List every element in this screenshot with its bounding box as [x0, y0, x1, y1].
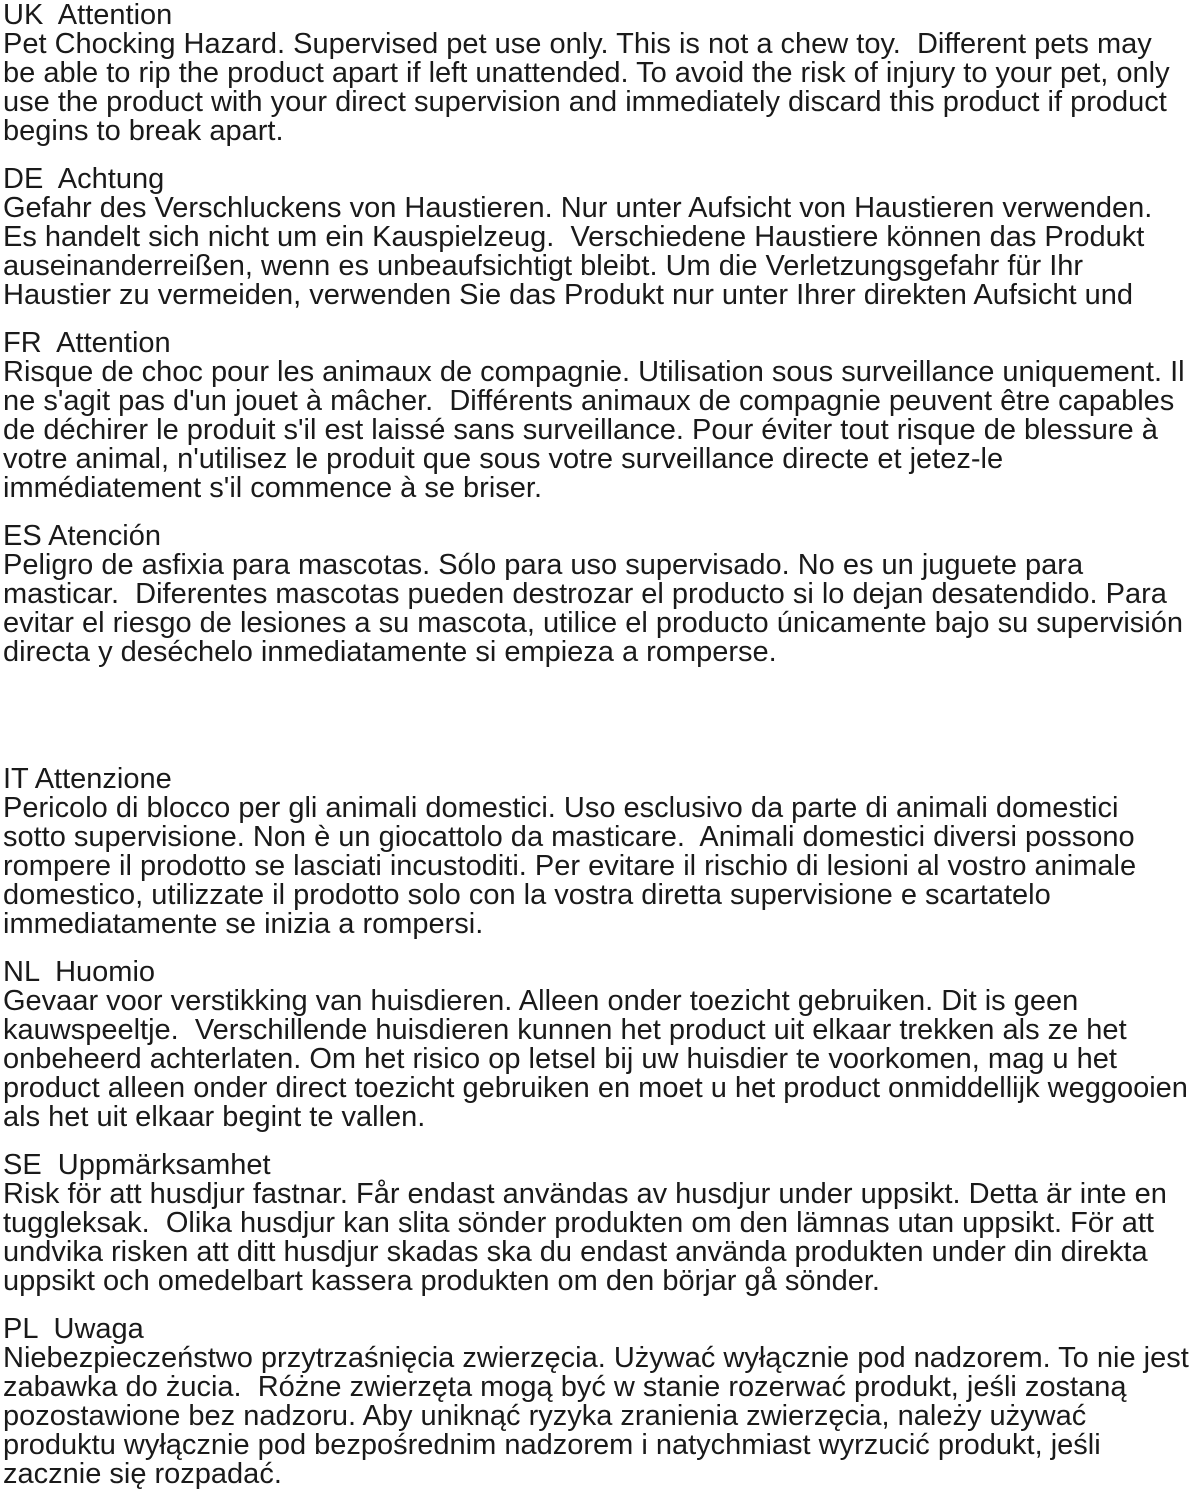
- warning-section-nl: [3, 956, 1196, 1133]
- section-body-se: Risk för att husdjur fastnar. Får endast användas av husdjur under uppsikt. Detta är inte en tuggleksak. Olika husdjur kan slita sönder produkten om den lämnas utan uppsikt. För att undvika risken att ditt husdjur skadas ska du endast använda produkten under din direkta uppsikt och omedelbart kassera produkten om den börjar gå sönder.: [3, 1178, 1175, 1297]
- section-body-fr: Risque de choc pour les animaux de compagnie. Utilisation sous surveillance uniquement. Il ne s'agit pas d'un jouet à mâcher. Différents animaux de compagnie peuvent être capables de déchirer le produit s'il est laissé sans surveillance. Pour éviter tout risque de blessure à votre animal, n'utilisez le produit que sous votre surveillance directe et jetez-le immédiatement s'il commence à se briser.: [3, 356, 1193, 504]
- section-heading-uk: UK Attention: [3, 0, 173, 31]
- section-heading-es: ES Atención: [3, 520, 161, 552]
- section-body-it: Pericolo di blocco per gli animali domestici. Uso esclusivo da parte di animali domestici sotto supervisione. Non è un giocattolo da masticare. Animali domestici diversi possono rompere il prodotto se lasciati incustoditi. Per evitare il rischio di lesioni al vostro animale domestico, utilizzate il prodotto solo con la vostra diretta supervisione e scartatelo immediatamente se inizia a rompersi.: [3, 792, 1145, 940]
- section-body-es: Peligro de asfixia para mascotas. Sólo para uso supervisado. No es un juguete para masticar. Diferentes mascotas pueden destrozar el producto si lo dejan desatendido. Para evitar el riesgo de lesiones a su mascota, utilice el producto únicamente bajo su supervisión directa y deséchelo inmediatamente si empieza a romperse.: [3, 549, 1192, 668]
- warning-section-it: [3, 765, 1189, 939]
- section-heading-fr: FR Attention: [3, 327, 171, 359]
- warning-section-de: [3, 165, 1189, 310]
- warning-section-es: [3, 520, 1192, 668]
- section-body-uk: Pet Chocking Hazard. Supervised pet use only. This is not a chew toy. Different pets may be able to rip the product apart if left unattended. To avoid the risk of injury to your pet, only use the product with your direct supervision and immediately discard this product if product begins to break apart.: [3, 28, 1178, 147]
- section-heading-nl: NL Huomio: [3, 956, 156, 988]
- section-body-pl: Niebezpieczeństwo przytrzaśnięcia zwierzęcia. Używać wyłącznie pod nadzorem. To nie jest zabawka do żucia. Różne zwierzęta mogą być w stanie rozerwać produkt, jeśli zostaną pozostawione bez nadzoru. Aby uniknąć ryzyka zranienia zwierzęcia, należy używać produktu wyłącznie pod bezpośrednim nadzorem i natychmiast wyrzucić produkt, jeśli zacznie się rozpadać.: [3, 1342, 1197, 1490]
- warning-section-fr: [3, 327, 1193, 504]
- section-heading-de: DE Achtung: [3, 163, 165, 195]
- section-heading-se: SE Uppmärksamhet: [3, 1149, 271, 1181]
- section-body-nl: Gevaar voor verstikking van huisdieren. Alleen onder toezicht gebruiken. Dit is geen kauwspeeltje. Verschillende huisdieren kunnen het product uit elkaar trekken als ze het onbeheerd achterlaten. Om het risico op letsel bij uw huisdier te voorkomen, mag u het product alleen onder direct toezicht gebruiken en moet u het product onmiddellijk weggooien als het uit elkaar begint te vallen.: [3, 985, 1196, 1133]
- section-heading-pl: PL Uwaga: [3, 1313, 144, 1345]
- warning-section-se: [3, 1151, 1189, 1296]
- section-body-de: Gefahr des Verschluckens von Haustieren. Nur unter Aufsicht von Haustieren verwenden. Es handelt sich nicht um ein Kauspielzeug. Verschiedene Haustiere können das Produkt auseinanderreißen, wenn es unbeaufsichtigt bleibt. Um die Verletzungsgefahr für Ihr Haustier zu vermeiden, verwenden Sie das Produkt nur unter Ihrer direkten Aufsicht und: [3, 192, 1161, 311]
- warning-section-uk: [3, 1, 1189, 146]
- section-heading-it: IT Attenzione: [3, 763, 172, 795]
- warning-section-pl: [3, 1313, 1197, 1490]
